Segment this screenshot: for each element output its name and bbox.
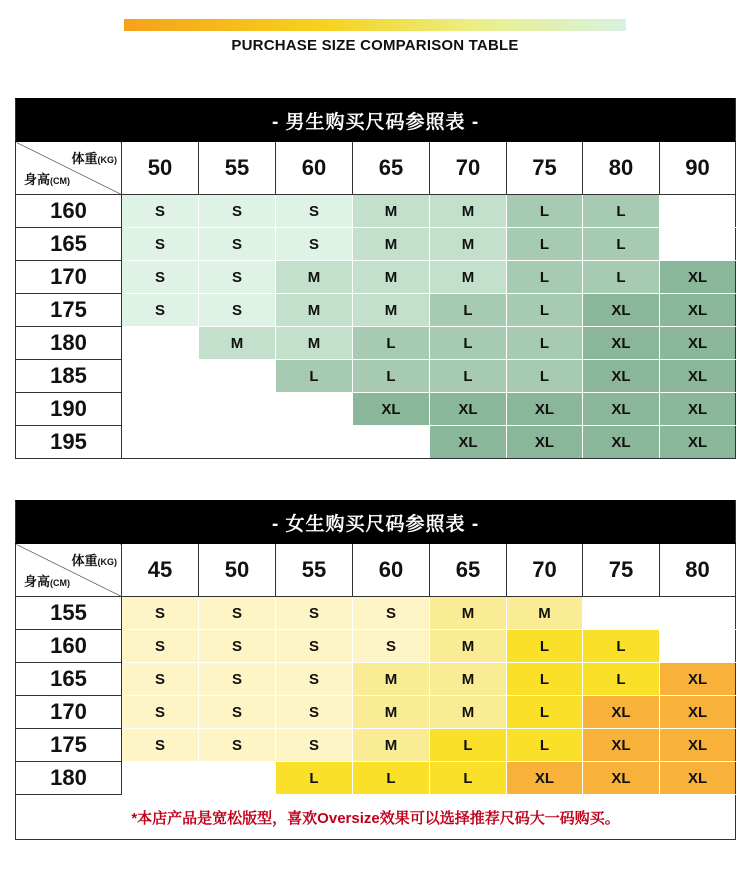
size-cell: XL — [507, 426, 583, 459]
weight-header: 75 — [507, 142, 583, 195]
size-row — [16, 393, 736, 426]
size-cell: M — [276, 261, 353, 294]
size-cell: S — [122, 663, 199, 696]
size-cell — [583, 597, 660, 630]
size-cell — [199, 393, 276, 426]
size-cell: M — [430, 597, 507, 630]
weight-header: 45 — [122, 544, 199, 597]
size-cell — [122, 393, 199, 426]
weight-header: 55 — [276, 544, 353, 597]
size-cell: L — [507, 195, 583, 228]
size-cell: M — [430, 261, 507, 294]
size-cell: XL — [660, 360, 736, 393]
size-cell: XL — [583, 762, 660, 795]
size-cell: L — [430, 729, 507, 762]
weight-axis-label: 体重 — [71, 553, 98, 568]
height-label: 170 — [16, 261, 122, 294]
weight-axis-label: 体重 — [71, 151, 98, 166]
height-label: 165 — [16, 663, 122, 696]
men-weight-header-row — [16, 142, 736, 195]
size-cell: XL — [430, 393, 507, 426]
size-row — [16, 261, 736, 294]
size-cell: S — [122, 261, 199, 294]
size-cell: XL — [583, 360, 660, 393]
size-cell: L — [430, 762, 507, 795]
size-cell: XL — [507, 762, 583, 795]
size-cell: L — [507, 294, 583, 327]
height-axis-label: 身高 — [24, 172, 51, 187]
size-cell: S — [122, 729, 199, 762]
height-label: 160 — [16, 630, 122, 663]
size-cell: S — [199, 597, 276, 630]
size-cell: XL — [660, 261, 736, 294]
size-row — [16, 294, 736, 327]
size-cell: S — [122, 696, 199, 729]
size-cell: L — [507, 663, 583, 696]
size-cell: S — [122, 597, 199, 630]
size-cell: M — [199, 327, 276, 360]
size-cell — [660, 597, 736, 630]
height-label: 185 — [16, 360, 122, 393]
height-unit: (CM) — [50, 578, 71, 588]
weight-header: 65 — [430, 544, 507, 597]
size-cell: L — [583, 663, 660, 696]
size-cell: M — [353, 261, 430, 294]
size-cell: M — [353, 696, 430, 729]
size-cell: S — [122, 228, 199, 261]
height-label: 170 — [16, 696, 122, 729]
size-cell: S — [276, 729, 353, 762]
size-cell: L — [353, 327, 430, 360]
weight-header: 65 — [353, 142, 430, 195]
size-cell — [660, 630, 736, 663]
size-cell: M — [353, 294, 430, 327]
weight-header: 70 — [507, 544, 583, 597]
height-label: 190 — [16, 393, 122, 426]
size-cell: S — [199, 228, 276, 261]
size-cell: XL — [430, 426, 507, 459]
corner-header — [16, 544, 122, 597]
size-cell: S — [353, 597, 430, 630]
size-row — [16, 327, 736, 360]
size-cell: L — [507, 696, 583, 729]
size-cell: M — [430, 630, 507, 663]
size-row — [16, 360, 736, 393]
size-cell: L — [276, 762, 353, 795]
size-cell: L — [353, 360, 430, 393]
size-cell: XL — [353, 393, 430, 426]
size-cell: M — [353, 195, 430, 228]
size-cell: L — [507, 360, 583, 393]
size-row — [16, 597, 736, 630]
page-title: PURCHASE SIZE COMPARISON TABLE — [231, 37, 519, 54]
size-cell — [199, 762, 276, 795]
size-cell — [199, 426, 276, 459]
weight-header: 70 — [430, 142, 507, 195]
size-cell: M — [430, 195, 507, 228]
weight-header: 50 — [199, 544, 276, 597]
size-cell — [276, 393, 353, 426]
size-cell: L — [430, 294, 507, 327]
height-label: 175 — [16, 294, 122, 327]
size-row — [16, 228, 736, 261]
height-axis-label: 身高 — [24, 574, 51, 589]
size-cell: S — [199, 696, 276, 729]
size-cell: XL — [660, 327, 736, 360]
size-cell: M — [276, 327, 353, 360]
size-cell: XL — [660, 393, 736, 426]
size-cell — [660, 195, 736, 228]
size-cell: L — [507, 729, 583, 762]
size-cell: XL — [660, 696, 736, 729]
size-cell: S — [199, 294, 276, 327]
size-cell — [122, 426, 199, 459]
size-cell: S — [199, 630, 276, 663]
weight-header: 60 — [353, 544, 430, 597]
weight-header: 75 — [583, 544, 660, 597]
weight-unit: (KG) — [97, 155, 117, 165]
size-cell: M — [276, 294, 353, 327]
size-cell: L — [430, 327, 507, 360]
size-cell: XL — [583, 426, 660, 459]
size-row — [16, 762, 736, 795]
height-label: 180 — [16, 762, 122, 795]
height-label: 180 — [16, 327, 122, 360]
corner-header — [16, 142, 122, 195]
women-weight-header-row — [16, 544, 736, 597]
size-cell: L — [430, 360, 507, 393]
size-cell — [353, 426, 430, 459]
size-cell — [122, 762, 199, 795]
size-cell: S — [353, 630, 430, 663]
height-label: 175 — [16, 729, 122, 762]
men-size-table — [15, 98, 736, 459]
size-cell: L — [583, 195, 660, 228]
size-cell: L — [353, 762, 430, 795]
size-cell: S — [276, 630, 353, 663]
size-cell — [199, 360, 276, 393]
size-cell: S — [199, 261, 276, 294]
size-cell: L — [507, 327, 583, 360]
size-cell: XL — [583, 729, 660, 762]
size-cell — [276, 426, 353, 459]
weight-header: 55 — [199, 142, 276, 195]
size-row — [16, 195, 736, 228]
height-label: 195 — [16, 426, 122, 459]
height-label: 155 — [16, 597, 122, 630]
size-cell — [660, 228, 736, 261]
size-cell: XL — [583, 327, 660, 360]
size-cell: XL — [660, 729, 736, 762]
size-cell: S — [199, 195, 276, 228]
size-cell: XL — [660, 426, 736, 459]
size-cell: L — [507, 261, 583, 294]
size-cell — [122, 327, 199, 360]
height-label: 165 — [16, 228, 122, 261]
weight-header: 80 — [583, 142, 660, 195]
size-row — [16, 663, 736, 696]
size-cell: L — [583, 228, 660, 261]
size-cell: S — [276, 597, 353, 630]
women-size-table — [15, 500, 736, 840]
size-cell: XL — [583, 294, 660, 327]
size-cell: S — [276, 195, 353, 228]
height-label: 160 — [16, 195, 122, 228]
size-cell: S — [122, 294, 199, 327]
weight-header: 90 — [660, 142, 736, 195]
size-row — [16, 729, 736, 762]
size-cell: L — [507, 228, 583, 261]
size-cell: XL — [660, 663, 736, 696]
size-cell: S — [122, 630, 199, 663]
size-cell: M — [353, 729, 430, 762]
size-cell: L — [276, 360, 353, 393]
size-cell: M — [430, 696, 507, 729]
size-cell: L — [583, 630, 660, 663]
gradient-bar — [124, 19, 626, 31]
size-cell: XL — [583, 393, 660, 426]
size-cell: M — [430, 663, 507, 696]
size-row — [16, 426, 736, 459]
size-cell: M — [353, 228, 430, 261]
size-cell: S — [276, 663, 353, 696]
weight-header: 60 — [276, 142, 353, 195]
size-cell: M — [353, 663, 430, 696]
sizing-note: *本店产品是宽松版型，喜欢Oversize效果可以选择推荐尺码大一码购买。 — [16, 795, 736, 840]
size-cell: S — [276, 228, 353, 261]
height-unit: (CM) — [50, 176, 71, 186]
size-cell: M — [507, 597, 583, 630]
size-cell: M — [430, 228, 507, 261]
weight-unit: (KG) — [97, 557, 117, 567]
size-cell: S — [122, 195, 199, 228]
size-row — [16, 696, 736, 729]
size-cell: S — [276, 696, 353, 729]
weight-header: 50 — [122, 142, 199, 195]
size-cell: S — [199, 729, 276, 762]
size-cell: XL — [507, 393, 583, 426]
size-row — [16, 630, 736, 663]
size-cell: XL — [660, 762, 736, 795]
size-cell: XL — [660, 294, 736, 327]
size-cell — [122, 360, 199, 393]
size-cell: XL — [583, 696, 660, 729]
men-table-title: - 男生购买尺码参照表 - — [16, 99, 736, 142]
weight-header: 80 — [660, 544, 736, 597]
size-cell: S — [199, 663, 276, 696]
size-cell: L — [583, 261, 660, 294]
size-cell: L — [507, 630, 583, 663]
women-table-title: - 女生购买尺码参照表 - — [16, 501, 736, 544]
